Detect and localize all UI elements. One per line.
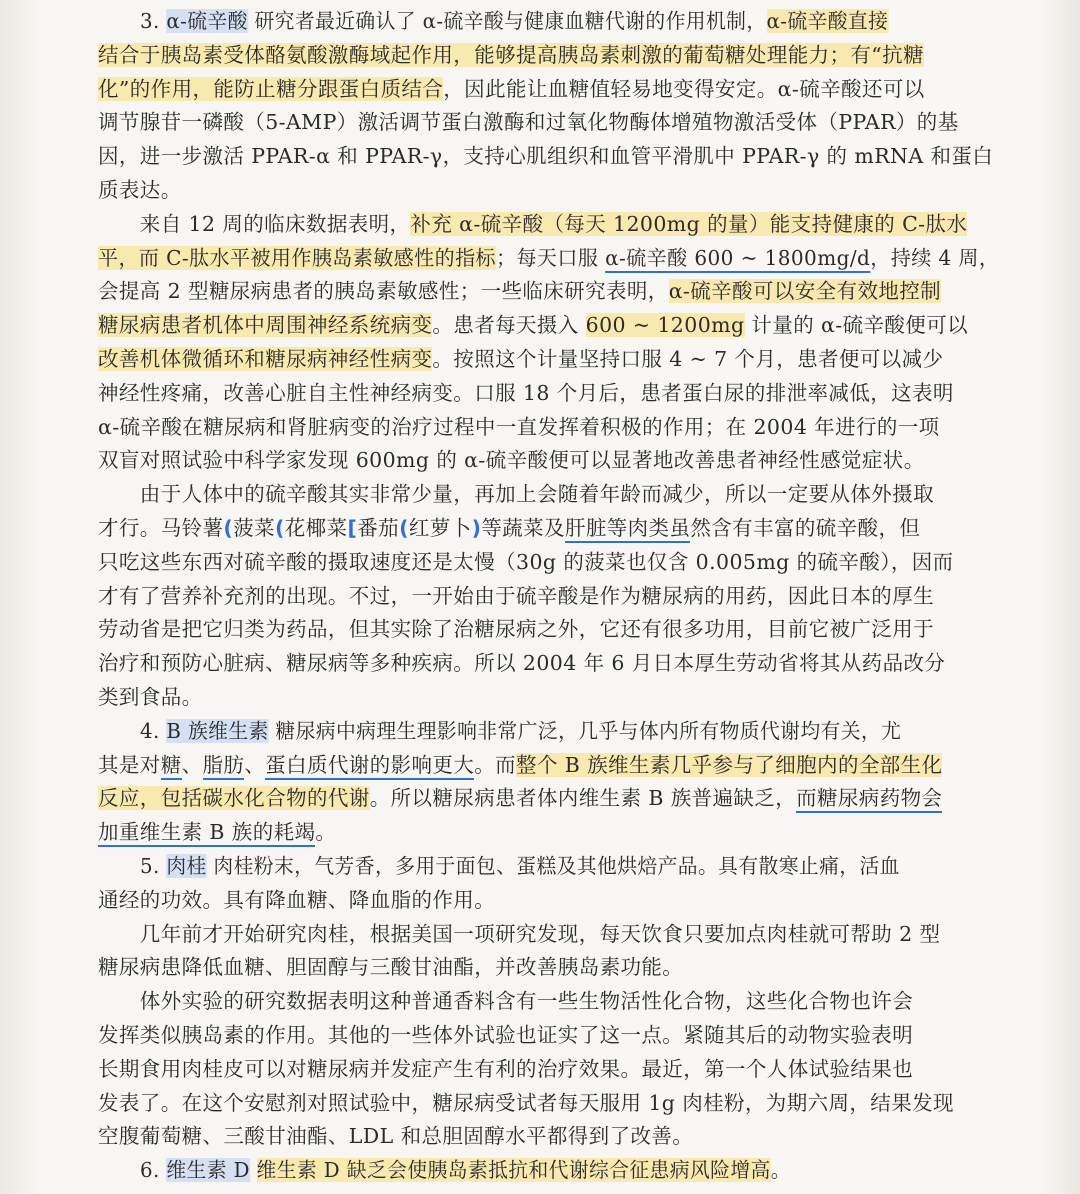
text-line xyxy=(140,6,1000,36)
text-segment: 双盲对照试验中科学家发现 600mg 的 α-硫辛酸便可以显著地改善患者神经性感觉症状。 xyxy=(98,448,925,473)
text-segment: 。而 xyxy=(474,752,517,777)
text-line xyxy=(98,175,988,205)
underlined-text: 而糖尿病药物会 xyxy=(796,786,942,813)
text-line xyxy=(98,107,988,137)
text-line xyxy=(98,581,988,611)
text-line xyxy=(98,344,988,374)
highlighted-text: 反应，包括碳水化合物的代谢 xyxy=(98,786,370,811)
text-line xyxy=(98,276,988,306)
text-segment: 。患者每天摄入 xyxy=(432,313,586,338)
text-segment: 神经性疼痛，改善心脏自主性神经病变。口服 18 个月后，患者蛋白尿的排泄率减低，这表明 xyxy=(98,380,954,405)
text-line xyxy=(98,1020,988,1050)
text-line xyxy=(98,986,988,1016)
pen-mark: [ xyxy=(347,516,358,540)
pen-mark: ( xyxy=(223,516,234,540)
highlighted-text: 平，而 C-肽水平被用作胰岛素敏感性的指标 xyxy=(98,245,496,270)
text-segment: 发表了。在这个安慰剂对照试验中，糖尿病受试者每天服用 1g 肉桂粉，为期六周，结果发现 xyxy=(98,1090,954,1115)
highlighted-text: α-硫辛酸可以安全有效地控制 xyxy=(668,279,942,304)
text-segment: 5. xyxy=(140,854,167,878)
underlined-text: 加重维生素 B 族的耗竭 xyxy=(98,820,315,847)
text-segment: 然含有丰富的硫辛酸，但 xyxy=(690,516,921,540)
text-segment: 糖尿病中病理生理影响非常广泛，几乎与体内所有物质代谢均有关，尤 xyxy=(268,718,902,743)
text-segment: 体外实验的研究数据表明这种普通香料含有一些生物活性化合物，这些化合物也许会 xyxy=(98,989,914,1014)
text-line xyxy=(140,851,1000,881)
highlighted-text: 整个 B 族维生素几乎参与了细胞内的全部生化 xyxy=(516,752,943,777)
underlined-text: α-硫辛酸 600 ~ 1800mg/d xyxy=(605,246,870,273)
text-segment: ，持续 4 周， xyxy=(870,245,1000,270)
text-line xyxy=(98,750,988,780)
highlighted-text: 糖尿病患者机体中周围神经系统病变 xyxy=(98,313,433,338)
text-segment: 研究者最近确认了 α-硫辛酸与健康血糖代谢的作用机制， xyxy=(247,9,767,33)
text-segment: 。 xyxy=(315,820,337,845)
text-segment: 计量的 α-硫辛酸便可以 xyxy=(744,313,969,338)
underlined-text: 糖 xyxy=(161,753,182,780)
text-line xyxy=(98,919,988,949)
text-line xyxy=(98,412,988,442)
text-segment: 发挥类似胰岛素的作用。其他的一些体外试验也证实了这一点。紧随其后的动物实验表明 xyxy=(98,1023,914,1047)
text-segment: 6. xyxy=(140,1158,167,1183)
text-line xyxy=(140,716,1000,746)
text-segment: 糖尿病患降低血糖、胆固醇与三酸甘油酯，并改善胰岛素功能。 xyxy=(98,955,684,980)
highlighted-text: 结合于胰岛素受体酪氨酸激酶域起作用，能够提高胰岛素刺激的葡萄糖处理能力；有“抗糖 xyxy=(98,42,924,67)
text-segment: 会提高 2 型糖尿病患者的胰岛素敏感性；一些临床研究表明， xyxy=(98,279,669,304)
text-line xyxy=(98,783,988,813)
text-segment: 劳动省是把它归类为药品，但其实除了治糖尿病之外，它还有很多功用，目前它被广泛用于 xyxy=(98,617,934,642)
text-segment: 菠菜 xyxy=(233,516,275,540)
highlighted-text: 维生素 D 缺乏会使胰岛素抵抗和代谢综合征患病风险增高 xyxy=(256,1158,771,1183)
text-segment: ，因此能让血糖值轻易地变得安定。α-硫辛酸还可以 xyxy=(443,76,925,101)
text-segment: 由于人体中的硫辛酸其实非常少量，再加上会随着年龄而减少，所以一定要从体外摄取 xyxy=(98,482,934,507)
text-line xyxy=(98,952,988,982)
text-segment: ；每天口服 xyxy=(495,245,606,270)
text-segment: 类到食品。 xyxy=(98,685,203,709)
text-segment: 来自 12 周的临床数据表明， xyxy=(98,211,411,236)
text-segment: 番茄 xyxy=(357,516,400,540)
text-segment: 质表达。 xyxy=(98,178,182,202)
text-segment: 只吃这些东西对硫辛酸的摄取速度还是太慢（30g 的菠菜也仅含 0.005mg 的硫辛酸），因而 xyxy=(98,549,954,574)
text-segment: 。 xyxy=(770,1158,791,1183)
text-segment: 红萝卜 xyxy=(408,516,472,540)
text-segment: 等蔬菜及 xyxy=(481,516,565,540)
highlighted-text: 补充 α-硫辛酸（每天 1200mg 的量）能支持健康的 C-肽水 xyxy=(410,211,968,236)
underlined-text: 肝脏等肉类虽 xyxy=(565,516,690,543)
text-segment: 长期食用肉桂皮可以对糖尿病并发症产生有利的治疗效果。最近，第一个人体试验结果也 xyxy=(98,1056,914,1081)
text-segment: 3. xyxy=(140,9,167,33)
text-line xyxy=(98,1121,988,1151)
pen-mark: ( xyxy=(399,516,409,540)
text-line xyxy=(140,1155,1000,1185)
text-line xyxy=(98,445,988,475)
text-segment: 才行。马铃薯 xyxy=(98,516,224,540)
text-segment: 几年前才开始研究肉桂，根据美国一项研究发现，每天饮食只要加点肉桂就可帮助 2 型 xyxy=(98,921,941,946)
highlighted-text: α-硫辛酸直接 xyxy=(766,9,889,33)
text-segment: 其是对 xyxy=(98,752,161,777)
highlighted-text: 600 ~ 1200mg xyxy=(585,313,745,338)
text-line xyxy=(98,378,988,408)
text-line xyxy=(98,682,988,712)
text-segment: 才有了营养补充剂的出现。不过，一开始由于硫辛酸是作为糖尿病的用药，因此日本的厚生 xyxy=(98,583,934,608)
underlined-text: 脂肪 xyxy=(203,753,245,780)
text-line xyxy=(98,1088,988,1118)
text-segment: 空腹葡萄糖、三酸甘油酯、LDL 和总胆固醇水平都得到了改善。 xyxy=(98,1124,694,1149)
text-segment: 、 xyxy=(244,752,266,777)
text-line xyxy=(98,40,988,70)
text-segment: 治疗和预防心脏病、糖尿病等多种疾病。所以 2004 年 6 月日本厚生劳动省将其从药品改分 xyxy=(98,651,946,676)
text-line xyxy=(98,310,988,340)
text-line xyxy=(98,885,988,915)
text-segment: α-硫辛酸在糖尿病和肾脏病变的治疗过程中一直发挥着积极的作用；在 2004 年进行的一项 xyxy=(98,414,940,439)
text-line xyxy=(98,817,988,847)
highlighted-text: 化”的作用，能防止糖分跟蛋白质结合 xyxy=(98,76,444,101)
highlighted-text: B 族维生素 xyxy=(166,718,269,743)
text-segment xyxy=(250,1158,257,1182)
text-line xyxy=(98,547,988,577)
underlined-text: 蛋白质代谢的影响更大 xyxy=(265,753,474,780)
highlighted-text: α-硫辛酸 xyxy=(166,9,248,33)
text-segment: 通经的功效。具有降血糖、降血脂的作用。 xyxy=(98,887,496,912)
pen-mark: ( xyxy=(275,516,285,540)
text-segment: 肉桂粉末，气芳香，多用于面包、蛋糕及其他烘焙产品。具有散寒止痛，活血 xyxy=(206,854,900,878)
text-line xyxy=(98,614,988,644)
text-line xyxy=(98,1054,988,1084)
text-segment: 。按照这个计量坚持口服 4 ~ 7 个月，患者便可以减少 xyxy=(432,347,944,371)
text-line xyxy=(98,74,988,104)
highlighted-text: 改善机体微循环和糖尿病神经性病变 xyxy=(98,347,433,371)
text-line xyxy=(98,648,988,678)
pen-mark: ) xyxy=(471,516,482,540)
text-segment: 调节腺苷一磷酸（5-AMP）激活调节蛋白激酶和过氧化物酶体增殖物激活受体（PPAR）的基 xyxy=(98,110,959,135)
text-segment: 因，进一步激活 PPAR-α 和 PPAR-γ，支持心肌组织和血管平滑肌中 PPAR-γ 的 mRNA 和蛋白 xyxy=(98,144,994,169)
highlighted-text: 维生素 D xyxy=(166,1158,250,1183)
text-segment: 、 xyxy=(181,752,203,777)
text-line xyxy=(98,209,988,239)
text-line xyxy=(98,141,994,171)
text-segment: 。所以糖尿病患者体内维生素 B 族普遍缺乏， xyxy=(369,786,797,811)
highlighted-text: 肉桂 xyxy=(166,854,207,878)
text-segment: 4. xyxy=(140,718,167,743)
text-line xyxy=(98,479,988,509)
text-line xyxy=(98,513,988,543)
text-segment: 花椰菜 xyxy=(284,516,348,540)
text-line xyxy=(98,243,1000,273)
